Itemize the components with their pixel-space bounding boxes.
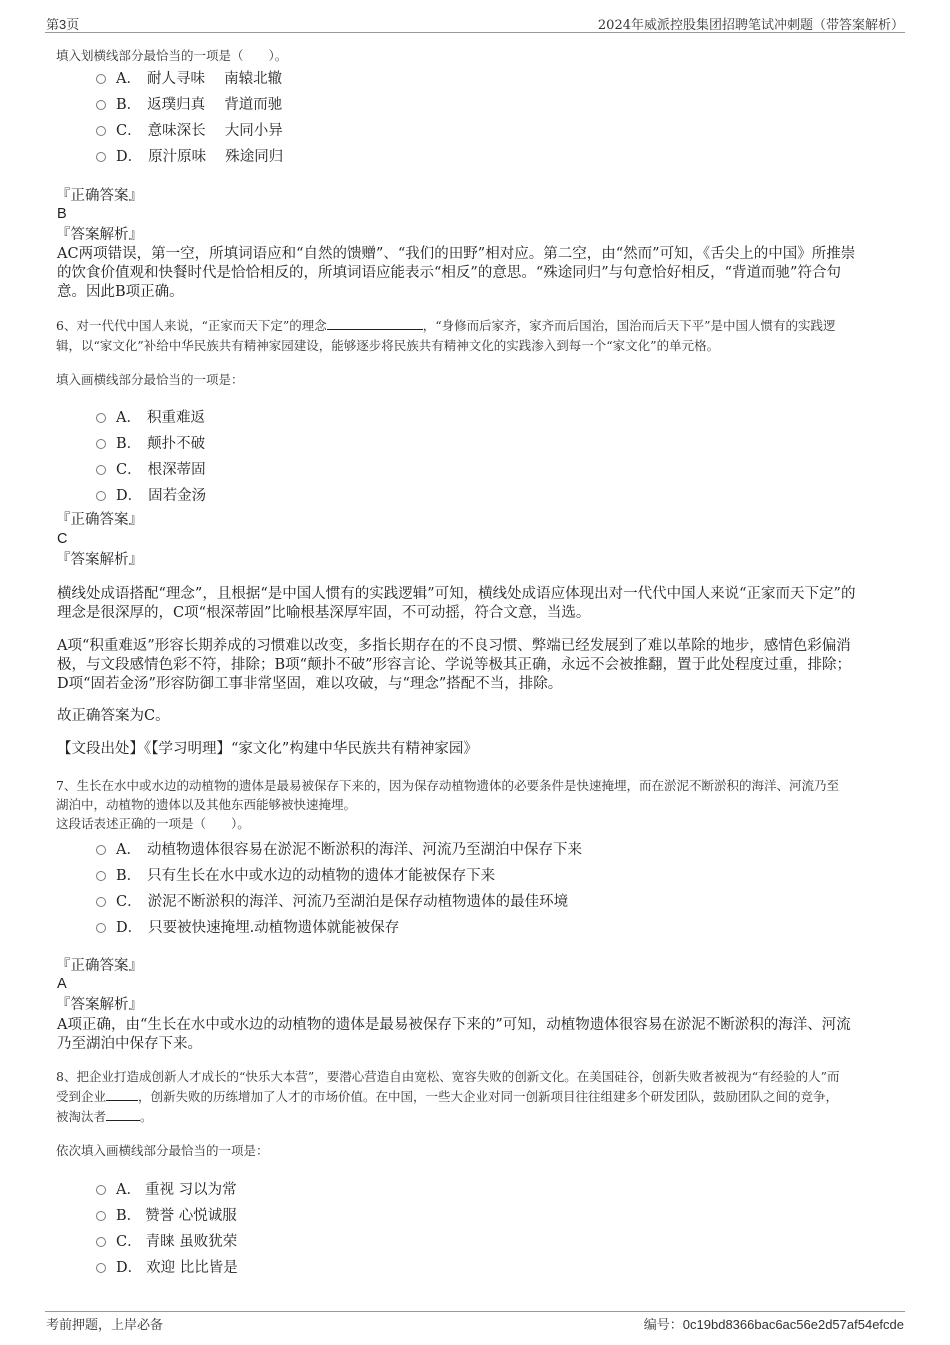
radio-icon[interactable] — [96, 845, 106, 855]
q8-stem-line-2: 受到企业 ，创新失败的历练增加了人才的市场价值。在中国，一些大企业对同一创新项目往往组建多个研发团队，鼓励团队之间的竞争， — [56, 1089, 839, 1104]
q8-option-a[interactable]: A． 重视 习以为常 — [96, 1178, 237, 1199]
radio-icon[interactable] — [96, 1211, 106, 1221]
radio-icon[interactable] — [96, 923, 106, 933]
footer-divider — [45, 1311, 905, 1312]
radio-icon[interactable] — [96, 871, 106, 881]
radio-icon[interactable] — [96, 491, 106, 501]
q5-option-d[interactable]: D． 原汁原味 殊途同归 — [96, 145, 283, 166]
q5-analysis-label: 『答案解析』 — [56, 227, 143, 243]
q6-option-c[interactable]: C． 根深蒂固 — [96, 458, 206, 479]
q7-stem-line-1: 7、生长在水中或水边的动植物的遗体是最易被保存下来的，因为保存动植物遗体的必要条件是快速掩埋，而在淤泥不断淤积的海洋、河流乃至 — [56, 778, 839, 793]
document-code: 编号：0c19bd8366bac6ac56e2d57af54efcde — [643, 1317, 904, 1333]
q7-analysis-line-2: 乃至湖泊中保存下来。 — [57, 1036, 202, 1052]
footer-slogan: 考前押题，上岸必备 — [46, 1318, 164, 1333]
radio-icon[interactable] — [96, 439, 106, 449]
q6-analysis-label: 『答案解析』 — [56, 552, 143, 568]
q6-blank — [327, 329, 423, 330]
q5-option-a[interactable]: A． 耐人寻味 南辕北辙 — [96, 67, 282, 88]
radio-icon[interactable] — [96, 74, 106, 84]
radio-icon[interactable] — [96, 100, 106, 110]
q5-option-b[interactable]: B． 返璞归真 背道而驰 — [96, 93, 282, 114]
q6-option-a[interactable]: A． 积重难返 — [96, 406, 205, 427]
q6-analysis-p2-line-1: A项“积重难返”形容长期养成的习惯难以改变，多指长期存在的不良习惯、弊端已经发展到了难以革除的地步，感情色彩偏消 — [57, 638, 851, 654]
document-title: 2024年威派控股集团招聘笔试冲刺题（带答案解析） — [597, 18, 904, 33]
q6-analysis-p2-line-2: 极，与文段感情色彩不符，排除；B项“颠扑不破”形容言论、学说等极其正确，永远不会被推翻，置于此处程度过重，排除； — [57, 657, 851, 673]
q8-blank-2 — [106, 1120, 140, 1121]
q5-analysis-line-2: 的饮食价值观和快餐时代是恰恰相反的，所填词语应能表示“相反”的意思。“殊途同归”与句意恰好相反，“背道而驰”符合句 — [57, 265, 841, 281]
q7-option-b[interactable]: B． 只有生长在水中或水边的动植物的遗体才能被保存下来 — [96, 864, 495, 885]
q7-prompt: 这段话表述正确的一项是（ ）。 — [56, 816, 250, 831]
q7-answer: A — [57, 976, 67, 992]
q6-conclusion: 故正确答案为C。 — [57, 708, 170, 724]
q7-option-d[interactable]: D． 只要被快速掩埋.动植物遗体就能被保存 — [96, 916, 399, 937]
header-divider — [45, 32, 905, 33]
q7-analysis-label: 『答案解析』 — [56, 997, 143, 1013]
q7-option-a[interactable]: A． 动植物遗体很容易在淤泥不断淤积的海洋、河流乃至湖泊中保存下来 — [96, 838, 582, 859]
page-number: 第3页 — [46, 17, 80, 32]
q8-option-d[interactable]: D． 欢迎 比比皆是 — [96, 1256, 238, 1277]
q8-stem-line-3: 被淘汰者 。 — [56, 1109, 153, 1124]
q5-answer-label: 『正确答案』 — [56, 188, 143, 204]
q6-stem-line-2: 辑，以“家文化”补给中华民族共有精神家园建设，能够逐步将民族共有精神文化的实践渗入到每一个“家文化”的单元格。 — [56, 338, 720, 353]
q5-prompt: 填入划横线部分最恰当的一项是（ ）。 — [56, 48, 288, 63]
q5-answer: B — [57, 206, 67, 222]
q8-option-b[interactable]: B． 赞誉 心悦诚服 — [96, 1204, 237, 1225]
radio-icon[interactable] — [96, 1185, 106, 1195]
q8-option-c[interactable]: C． 青睐 虽败犹荣 — [96, 1230, 237, 1251]
q8-prompt: 依次填入画横线部分最恰当的一项是： — [56, 1143, 269, 1158]
q6-answer: C — [57, 531, 68, 547]
q8-stem-line-1: 8、把企业打造成创新人才成长的“快乐大本营”，要潜心营造自由宽松、宽容失败的创新文化。在美国硅谷，创新失败者被视为“有经验的人”而 — [56, 1069, 840, 1084]
q7-analysis-line-1: A项正确，由“生长在水中或水边的动植物的遗体是最易被保存下来的”可知，动植物遗体很容易在淤泥不断淤积的海洋、河流 — [57, 1017, 851, 1033]
q6-source: 【文段出处】《【学习明理】“家文化”构建中华民族共有精神家园》 — [57, 741, 478, 757]
q6-analysis-p1-line-2: 理念是很深厚的，C项“根深蒂固”比喻根基深厚牢固，不可动摇，符合文意，当选。 — [57, 605, 591, 621]
q5-analysis-line-3: 意。因此B项正确。 — [57, 284, 184, 300]
q7-option-c[interactable]: C． 淤泥不断淤积的海洋、河流乃至湖泊是保存动植物遗体的最佳环境 — [96, 890, 568, 911]
radio-icon[interactable] — [96, 1237, 106, 1247]
radio-icon[interactable] — [96, 465, 106, 475]
q6-option-d[interactable]: D． 固若金汤 — [96, 484, 206, 505]
q5-analysis-line-1: AC两项错误，第一空，所填词语应和“自然的馈赠”、“我们的田野”相对应。第二空，由“然而”可知，《舌尖上的中国》所推崇 — [57, 246, 856, 262]
q6-stem-line-1: 6、对一代代中国人来说，“正家而天下定”的理念 ，“身修而后家齐，家齐而后国治，国治而后天下平”是中国人惯有的实践逻 — [56, 318, 836, 333]
q8-blank-1 — [106, 1100, 138, 1101]
radio-icon[interactable] — [96, 1263, 106, 1273]
q6-answer-label: 『正确答案』 — [56, 512, 143, 528]
radio-icon[interactable] — [96, 152, 106, 162]
q6-analysis-p1-line-1: 横线处成语搭配“理念”，且根据“是中国人惯有的实践逻辑”可知，横线处成语应体现出对一代代中国人来说“正家而天下定”的 — [57, 586, 856, 602]
radio-icon[interactable] — [96, 413, 106, 423]
q7-answer-label: 『正确答案』 — [56, 958, 143, 974]
q7-stem-line-2: 湖泊中，动植物的遗体以及其他东西能够被快速掩埋。 — [56, 797, 357, 812]
radio-icon[interactable] — [96, 897, 106, 907]
q6-option-b[interactable]: B． 颠扑不破 — [96, 432, 205, 453]
q6-analysis-p2-line-3: D项“固若金汤”形容防御工事非常坚固，难以攻破，与“理念”搭配不当，排除。 — [57, 676, 563, 692]
q5-option-c[interactable]: C． 意味深长 大同小异 — [96, 119, 283, 140]
radio-icon[interactable] — [96, 126, 106, 136]
q6-prompt: 填入画横线部分最恰当的一项是： — [56, 372, 244, 387]
